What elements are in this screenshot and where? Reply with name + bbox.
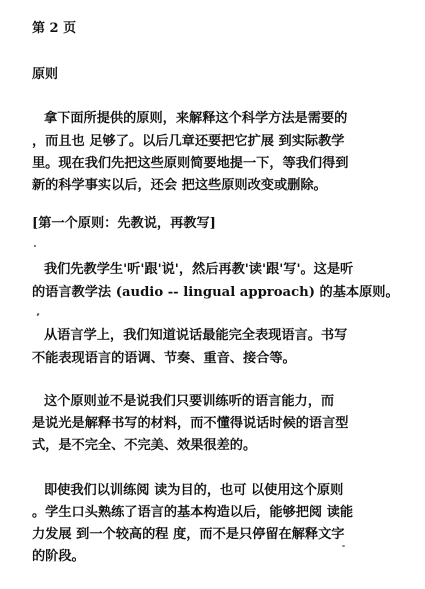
paragraph-line: 里。现在我们先把这些原则简要地提一下，等我们得到 (32, 156, 349, 171)
paragraph-line: 力发展 到一个较高的程 度，而不是只停留在解释文字 (32, 527, 345, 542)
paragraph-line: 即使我们以训练阅 读为目的，也可 以使用这个原则 (44, 483, 344, 498)
principle-heading: [第一个原则：先教说，再教写] (32, 216, 216, 231)
paragraph-line: 这个原则並不是说我们只要训练听的语言能力，而 (44, 394, 335, 409)
paragraph-line: 拿下面所提供的原则，来解释这个科学方法是需要的 (44, 111, 348, 126)
paragraph-line: 的阶段。 (32, 549, 85, 564)
paragraph-line: 不能表现语言的语调、节奏、重音、接合等。 (32, 351, 296, 366)
scan-speck (34, 245, 36, 247)
section-title: 原则 (32, 67, 59, 82)
paragraph-line: 新的科学事实以后，还会 把这些原则改变或删除。 (32, 178, 327, 193)
paragraph-line: 是说光是解释书写的材料，而不懂得说话时候的语言型 (32, 416, 349, 431)
scan-speck (342, 545, 345, 547)
page-number: 第 2 页 (32, 21, 77, 36)
scan-speck (36, 313, 39, 317)
paragraph-line: 从语言学上，我们知道说话最能完全表现语言。书写 (44, 328, 348, 343)
paragraph-line: ，而且也 足够了。以后几章还要把它扩展 到实际教学 (32, 134, 345, 149)
paragraph-line: 。学生口头熟练了语言的基本构造以后，能够把阅 读能 (32, 505, 354, 520)
paragraph-line: 我们先教学生'听'跟'说'，然后再教'读'跟'写'。这是听 (44, 262, 354, 277)
paragraph-line: 式，是不完全、不完美、效果很差的。 (32, 438, 257, 453)
paragraph-line: 的语言教学法 (audio -- lingual approach) 的基本原则。 (32, 285, 399, 300)
